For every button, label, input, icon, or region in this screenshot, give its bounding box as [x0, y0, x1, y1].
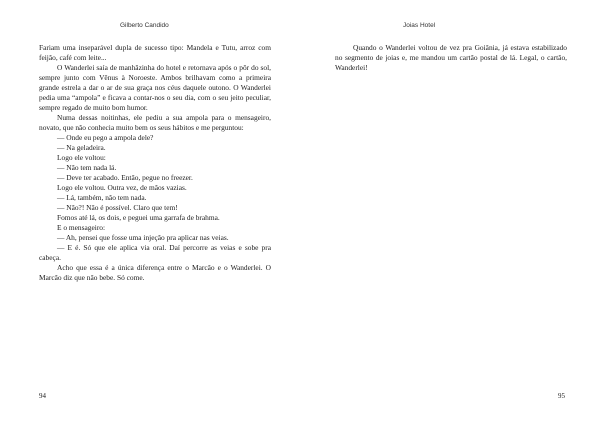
- right-page-body: [335, 43, 567, 73]
- paragraph: — Não?! Não é possível. Claro que tem!: [57, 203, 178, 212]
- paragraph: Numa dessas noitinhas, ele pediu a sua ampola para o mensageiro, novato, que não conhecia muito bem os seus hábitos e me perguntou:: [39, 113, 271, 132]
- running-header-title: Joias Hotel: [403, 22, 436, 29]
- paragraph: — E é. Só que ele aplica via oral. Daí percorre as veias e sobe pra cabeça.: [39, 243, 271, 262]
- paragraph: E o mensageiro:: [57, 223, 106, 232]
- left-page-body: [39, 43, 271, 283]
- paragraph: Quando o Wanderlei voltou de vez pra Goiânia, já estava estabilizado no segmento de joias e, me mandou um cartão postal de lá. Legal, o cartão, Wanderlei!: [335, 43, 567, 72]
- paragraph: — Não tem nada lá.: [57, 163, 117, 172]
- paragraph: Acho que essa é a única diferença entre o Marcão e o Wanderlei. O Marcão diz que não bebe. Só come.: [39, 263, 271, 282]
- paragraph: Fomos até lá, os dois, e peguei uma garrafa de brahma.: [57, 213, 220, 222]
- page-number: 94: [39, 392, 46, 400]
- paragraph: — Na geladeira.: [57, 143, 106, 152]
- paragraph: — Onde eu pego a ampola dele?: [57, 133, 154, 142]
- paragraph: — Ah, pensei que fosse uma injeção pra aplicar nas veias.: [57, 233, 229, 242]
- right-page: [300, 0, 600, 425]
- paragraph: O Wanderlei saía de manhãzinha do hotel e retornava após o pôr do sol, sempre junto com Vênus à Noroeste. Ambos brilhavam como a primeira grande estrela a dar o ar de sua graça nos céus daquele outono. O Wanderlei pedia uma “ampola” e ficava a contar-nos o seu dia, com o seu jeito peculiar, sempre regado de muito bom humor.: [39, 63, 271, 112]
- paragraph: Logo ele voltou:: [57, 153, 106, 162]
- paragraph: — Deve ter acabado. Então, pegue no freezer.: [57, 173, 193, 182]
- paragraph: Fariam uma inseparável dupla de sucesso tipo: Mandela e Tutu, arroz com feijão, café com leite...: [39, 43, 271, 62]
- paragraph: Logo ele voltou. Outra vez, de mãos vazias.: [57, 183, 187, 192]
- running-header-author: Gilberto Candido: [120, 22, 169, 29]
- page-number: 95: [558, 392, 565, 400]
- paragraph: — Lá, também, não tem nada.: [57, 193, 147, 202]
